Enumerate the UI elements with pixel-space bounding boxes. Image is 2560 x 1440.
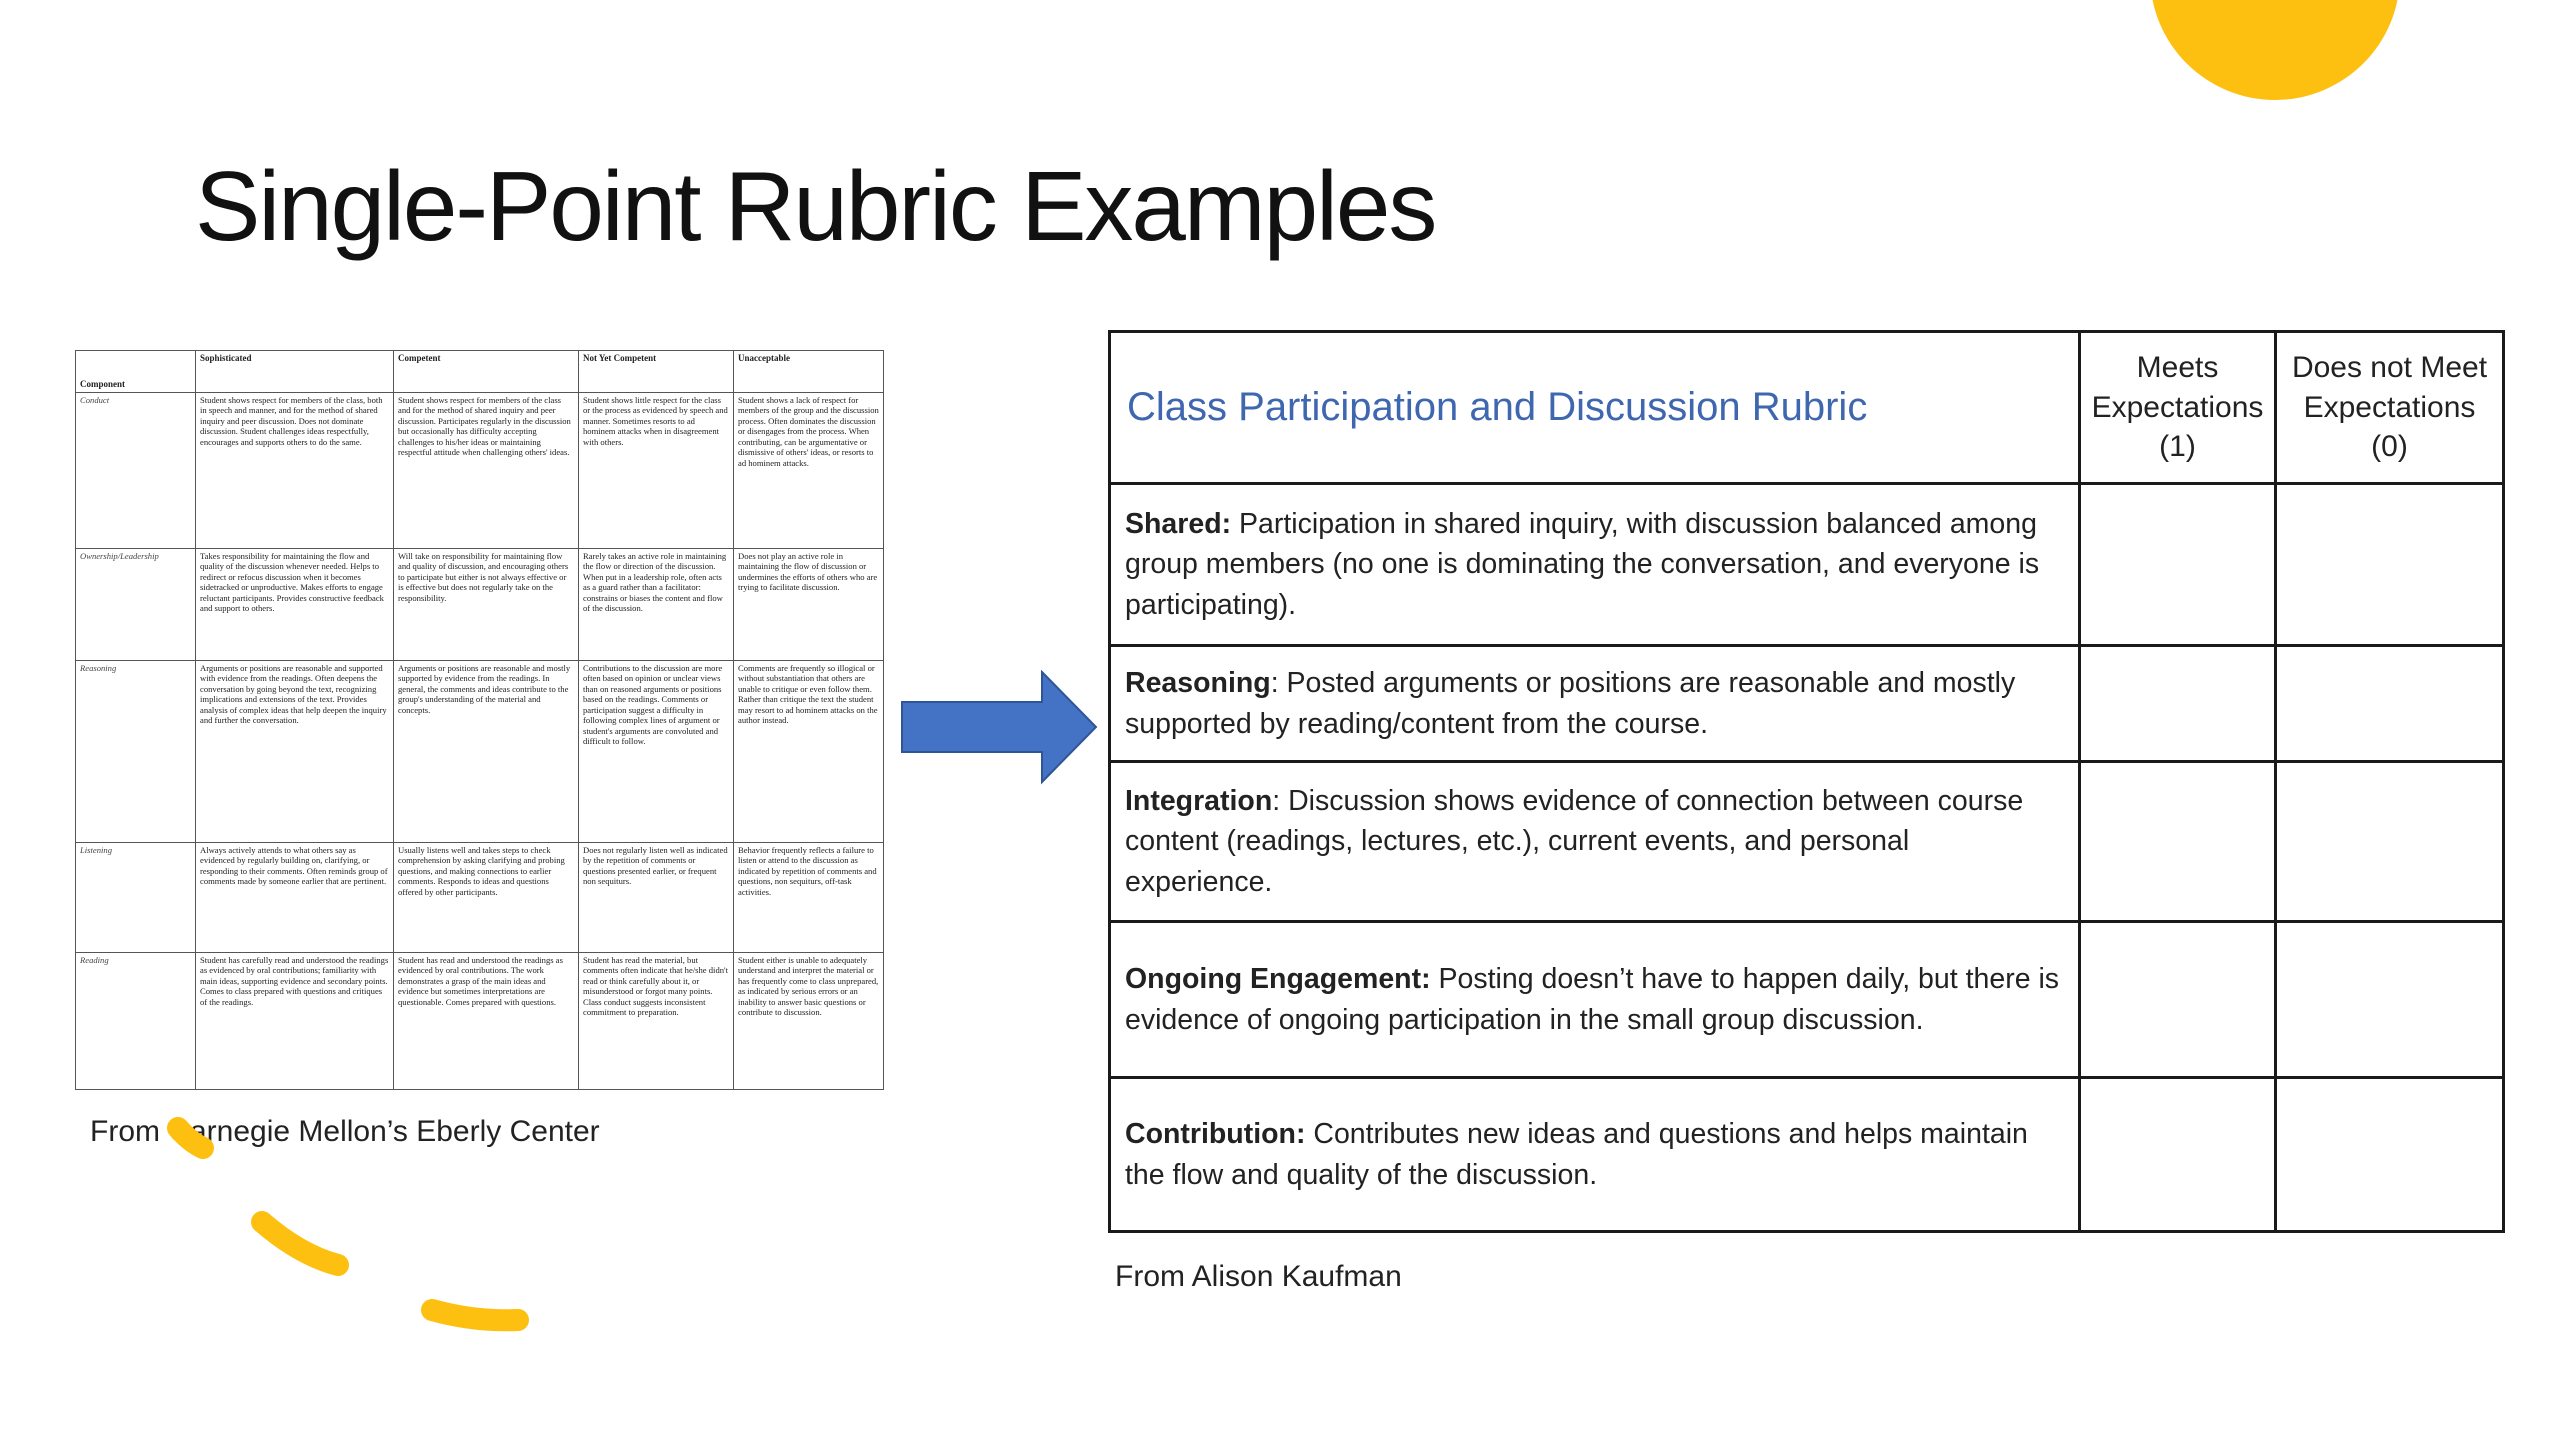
table-cell: Will take on responsibility for maintaining flow and quality of discussion, and encouraging others to participate but either is not always effective or is effective but does not regularly take on the responsibility. xyxy=(394,549,579,661)
table-cell: Student shows respect for members of the class, both in speech and manner, and for the method of shared inquiry and peer discussion. Does not dominate discussion. Student challenges ideas respectfully, encourages and supports others to do the same. xyxy=(196,393,394,549)
header-not-yet-competent: Not Yet Competent xyxy=(579,351,734,393)
criterion-name: Ongoing Engagement: xyxy=(1125,963,1431,996)
col-meets-expectations xyxy=(2080,332,2276,484)
col-meets-line: Meets xyxy=(2136,350,2219,384)
slide-title: Single-Point Rubric Examples xyxy=(195,151,1436,261)
table-cell: Student shows a lack of respect for members of the group and the discussion process. Often dominates the discussion or disengages from the process. When contributing, can be argumentative or dismissive of others' ideas, or resorts to ad hominem attacks. xyxy=(734,393,884,549)
criterion-cell xyxy=(1110,484,2080,646)
score-cell-not-meet[interactable] xyxy=(2276,1078,2504,1232)
table-cell: Rarely takes an active role in maintaining the flow or direction of the discussion. When put in a leadership role, often acts as a guard rather than a facilitator: constrains or biases the content and flow of the discussion. xyxy=(579,549,734,661)
criterion-name: Reasoning xyxy=(1125,667,1271,700)
col-not-meet-line: (0) xyxy=(2371,430,2408,464)
kaufman-caption: From Alison Kaufman xyxy=(1115,1260,1402,1293)
row-label: Listening xyxy=(76,843,196,953)
table-cell: Does not regularly listen well as indicated by the repetition of comments or questions presented earlier, or frequent non sequiturs. xyxy=(579,843,734,953)
table-cell: Student shows respect for members of the class and for the method of shared inquiry and peer discussion. Participates regularly in the discussion but occasionally has difficulty accepting challenges to his/her ideas or maintaining respectful attitude when challenging others' ideas. xyxy=(394,393,579,549)
score-cell-not-meet[interactable] xyxy=(2276,484,2504,646)
criterion-cell xyxy=(1110,762,2080,922)
dash-2 xyxy=(262,1222,338,1265)
header-competent: Competent xyxy=(394,351,579,393)
score-cell-meets[interactable] xyxy=(2080,484,2276,646)
rubric-row-integration xyxy=(1110,762,2504,922)
criterion-text: : Posted arguments or positions are reasonable and mostly supported by reading/content from the course. xyxy=(1125,667,2016,740)
table-cell: Student has read the material, but comments often indicate that he/she didn't read or think carefully about it, or misunderstood or forgot many points. Class conduct suggests inconsistent commitment to preparation. xyxy=(579,953,734,1090)
score-cell-meets[interactable] xyxy=(2080,646,2276,762)
criterion-cell xyxy=(1110,646,2080,762)
criterion-name: Shared: xyxy=(1125,507,1232,540)
table-cell: Comments are frequently so illogical or without substantiation that others are unable to critique or even follow them. Rather than critique the text the student may resort to ad hominem attacks on the author instead. xyxy=(734,661,884,843)
criterion-name: Contribution: xyxy=(1125,1118,1306,1151)
header-unacceptable: Unacceptable xyxy=(734,351,884,393)
score-cell-meets[interactable] xyxy=(2080,762,2276,922)
table-cell: Takes responsibility for maintaining the flow and quality of the discussion whenever needed. Helps to redirect or refocus discussion when it becomes sidetracked or unproductive. Makes efforts to engage reluctant participants. Provides constructive feedback and support to others. xyxy=(196,549,394,661)
criterion-name: Integration xyxy=(1125,784,1273,817)
table-cell: Contributions to the discussion are more often based on opinion or unclear views than on reasoned arguments or positions based on the readings. Comments or participation suggest a difficulty in following complex lines of argument or student's arguments are convoluted and difficult to follow. xyxy=(579,661,734,843)
table-cell: Usually listens well and takes steps to check comprehension by asking clarifying and probing questions, and making connections to earlier comments. Responds to ideas and questions offered by other participants. xyxy=(394,843,579,953)
participation-rubric-table xyxy=(1108,330,2505,1233)
rubric-row-ongoing-engagement xyxy=(1110,922,2504,1078)
col-meets-line: Expectations xyxy=(2091,390,2264,424)
criterion-text: Contributes new ideas and questions and helps maintain the flow and quality of the discussion. xyxy=(1125,1118,2028,1191)
score-cell-meets[interactable] xyxy=(2080,922,2276,1078)
rubric-row-contribution xyxy=(1110,1078,2504,1232)
score-cell-meets[interactable] xyxy=(2080,1078,2276,1232)
dash-1 xyxy=(178,1128,203,1148)
row-label: Conduct xyxy=(76,393,196,549)
table-cell: Student either is unable to adequately understand and interpret the material or has frequently come to class unprepared, as indicated by serious errors or an inability to answer basic questions or contribute to discussion. xyxy=(734,953,884,1090)
row-label: Reading xyxy=(76,953,196,1090)
col-does-not-meet-expectations xyxy=(2276,332,2504,484)
rubric-title: Class Participation and Discussion Rubric xyxy=(1110,332,2080,484)
right-arrow-icon xyxy=(900,670,1100,785)
score-cell-not-meet[interactable] xyxy=(2276,646,2504,762)
col-meets-line: (1) xyxy=(2159,430,2196,464)
criterion-cell xyxy=(1110,922,2080,1078)
row-label: Reasoning xyxy=(76,661,196,843)
table-cell: Arguments or positions are reasonable and mostly supported by evidence from the readings. In general, the comments and ideas contribute to the group's understanding of the material and concepts. xyxy=(394,661,579,843)
col-not-meet-line: Does not Meet xyxy=(2291,350,2488,384)
criterion-cell xyxy=(1110,1078,2080,1232)
table-cell: Behavior frequently reflects a failure to listen or attend to the discussion as indicated by repetition of comments and questions, non sequiturs, off-task activities. xyxy=(734,843,884,953)
table-cell: Student has read and understood the readings as evidenced by oral contributions. The work demonstrates a grasp of the main ideas and evidence but sometimes interpretations are questionable. Comes prepared with questions. xyxy=(394,953,579,1090)
criterion-text: Participation in shared inquiry, with discussion balanced among group members (no one is dominating the conversation, and everyone is participating). xyxy=(1125,507,2040,621)
dash-3 xyxy=(432,1310,518,1320)
table-cell: Arguments or positions are reasonable and supported with evidence from the readings. Often deepens the conversation by going beyond the text, recognizing implications and extensions of the text. Provides analysis of complex ideas that help deepen the inquiry and further the conversation. xyxy=(196,661,394,843)
score-cell-not-meet[interactable] xyxy=(2276,762,2504,922)
row-label: Ownership/Leadership xyxy=(76,549,196,661)
table-cell: Student has carefully read and understood the readings as evidenced by oral contributions; familiarity with main ideas, supporting evidence and secondary points. Comes to class prepared with questions and critiques of the readings. xyxy=(196,953,394,1090)
header-sophisticated: Sophisticated xyxy=(196,351,394,393)
table-cell: Student shows little respect for the class or the process as evidenced by speech and manner. Sometimes resorts to ad hominem attacks when in disagreement with others. xyxy=(579,393,734,549)
header-component: Component xyxy=(76,351,196,393)
criterion-text: Posting doesn’t have to happen daily, but there is evidence of ongoing participation in the small group discussion. xyxy=(1125,963,2060,1036)
col-not-meet-line: Expectations xyxy=(2303,390,2476,424)
eberly-caption: From Carnegie Mellon’s Eberly Center xyxy=(90,1115,600,1148)
score-cell-not-meet[interactable] xyxy=(2276,922,2504,1078)
table-cell: Always actively attends to what others say as evidenced by regularly building on, clarifying, or responding to their comments. Often reminds group of comments made by someone earlier that are pertinent. xyxy=(196,843,394,953)
criterion-text: : Discussion shows evidence of connection between course content (readings, lectures, etc.), current events, and personal experience. xyxy=(1125,784,2024,898)
rubric-row-reasoning xyxy=(1110,646,2504,762)
rubric-row-shared xyxy=(1110,484,2504,646)
table-cell: Does not play an active role in maintaining the flow of discussion or undermines the efforts of others who are trying to facilitate discussion. xyxy=(734,549,884,661)
